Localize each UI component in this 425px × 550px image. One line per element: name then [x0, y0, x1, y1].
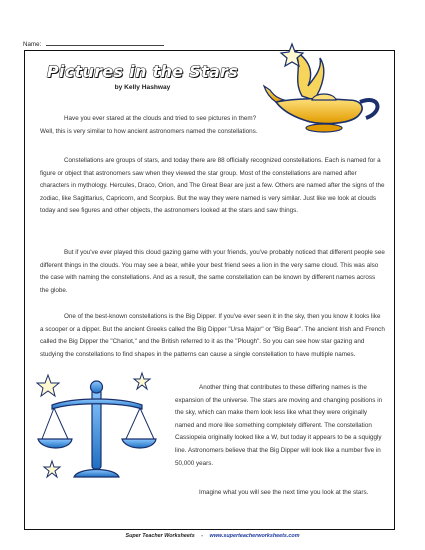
paragraph-2: Constellations are groups of stars, and today there are 88 officially recognized constellations. Each is named for a figure or object that astronomers saw when they viewed the star group. Most of the constellations are named after characters in mythology. Hercules, Draco, Orion, and The Great Bear are just a few. Others are named after the signs of the zodiac, like Sagittarius, Capricorn, and Scorpius. But the way they were named is very similar. Just like we look at clouds today and see figures and other objects, the astronomers looked at the stars and saw things. — [40, 157, 385, 215]
name-field[interactable] — [46, 39, 164, 46]
paragraph-3: But if you've ever played this cloud gazing game with your friends, you've probably noticed that different people see different things in the clouds. You may see a bear, while your best friend sees a lion in the very same cloud. This was also the case with naming the constellations. And as a result, the same constellation can be known by different names across the globe. — [40, 249, 385, 294]
lamp-spout — [264, 86, 284, 102]
lamp-body — [276, 99, 362, 124]
paragraph-4: One of the best-known constellations is the Big Dipper. If you've ever seen it in the sky, then you know it looks like a scooper or a dipper. But the ancient Greeks called the Big Dipper "Ursa Major" or "Big Bear". The ancient Irish and French called the Big Dipper the "Chariot," and the British referred to it as the "Plough". So you can see how star gazing and studying the constellations to find shapes in the patterns can cause a single constellation to have multiple names. — [40, 313, 385, 358]
scales-star-2 — [134, 373, 150, 389]
footer — [0, 533, 425, 539]
article-byline: by Kelly Hashway — [114, 84, 171, 91]
scales-left-pan — [38, 439, 72, 448]
paragraph-5: Another thing that contributes to these differing names is the expansion of the universe. The stars are moving and changing positions in the sky, which can make them look less like what they were originally named and more like something completely different. The constellation Cassiopeia originally looked like a W, but today it appears to be a squiggly line. Astronomers believe that the Big Dipper will look like a number five in 50,000 years. — [175, 384, 383, 467]
paragraph-1: Have you ever stared at the clouds and tried to see pictures in them? Well, this is very similar to how ancient astronomers named the constellations. — [40, 115, 258, 135]
lamp-base — [306, 124, 342, 132]
name-label: Name: — [23, 41, 42, 48]
lamp-illustration — [262, 38, 392, 138]
footer-url[interactable]: www.superteacherworksheets.com — [209, 533, 300, 539]
scales-top-knob — [91, 381, 103, 393]
scales-star-1 — [37, 375, 59, 396]
name-row — [23, 39, 164, 48]
scales-right-pan — [122, 439, 156, 448]
scales-base — [74, 470, 119, 478]
scales-illustration — [34, 371, 159, 486]
footer-brand: Super Teacher Worksheets — [125, 533, 195, 539]
scales-star-3 — [44, 461, 60, 477]
footer-separator: - — [201, 533, 204, 539]
paragraph-6: Imagine what you will see the next time you look at the stars. — [199, 489, 369, 496]
article-title: Pictures in the Stars — [46, 62, 239, 81]
